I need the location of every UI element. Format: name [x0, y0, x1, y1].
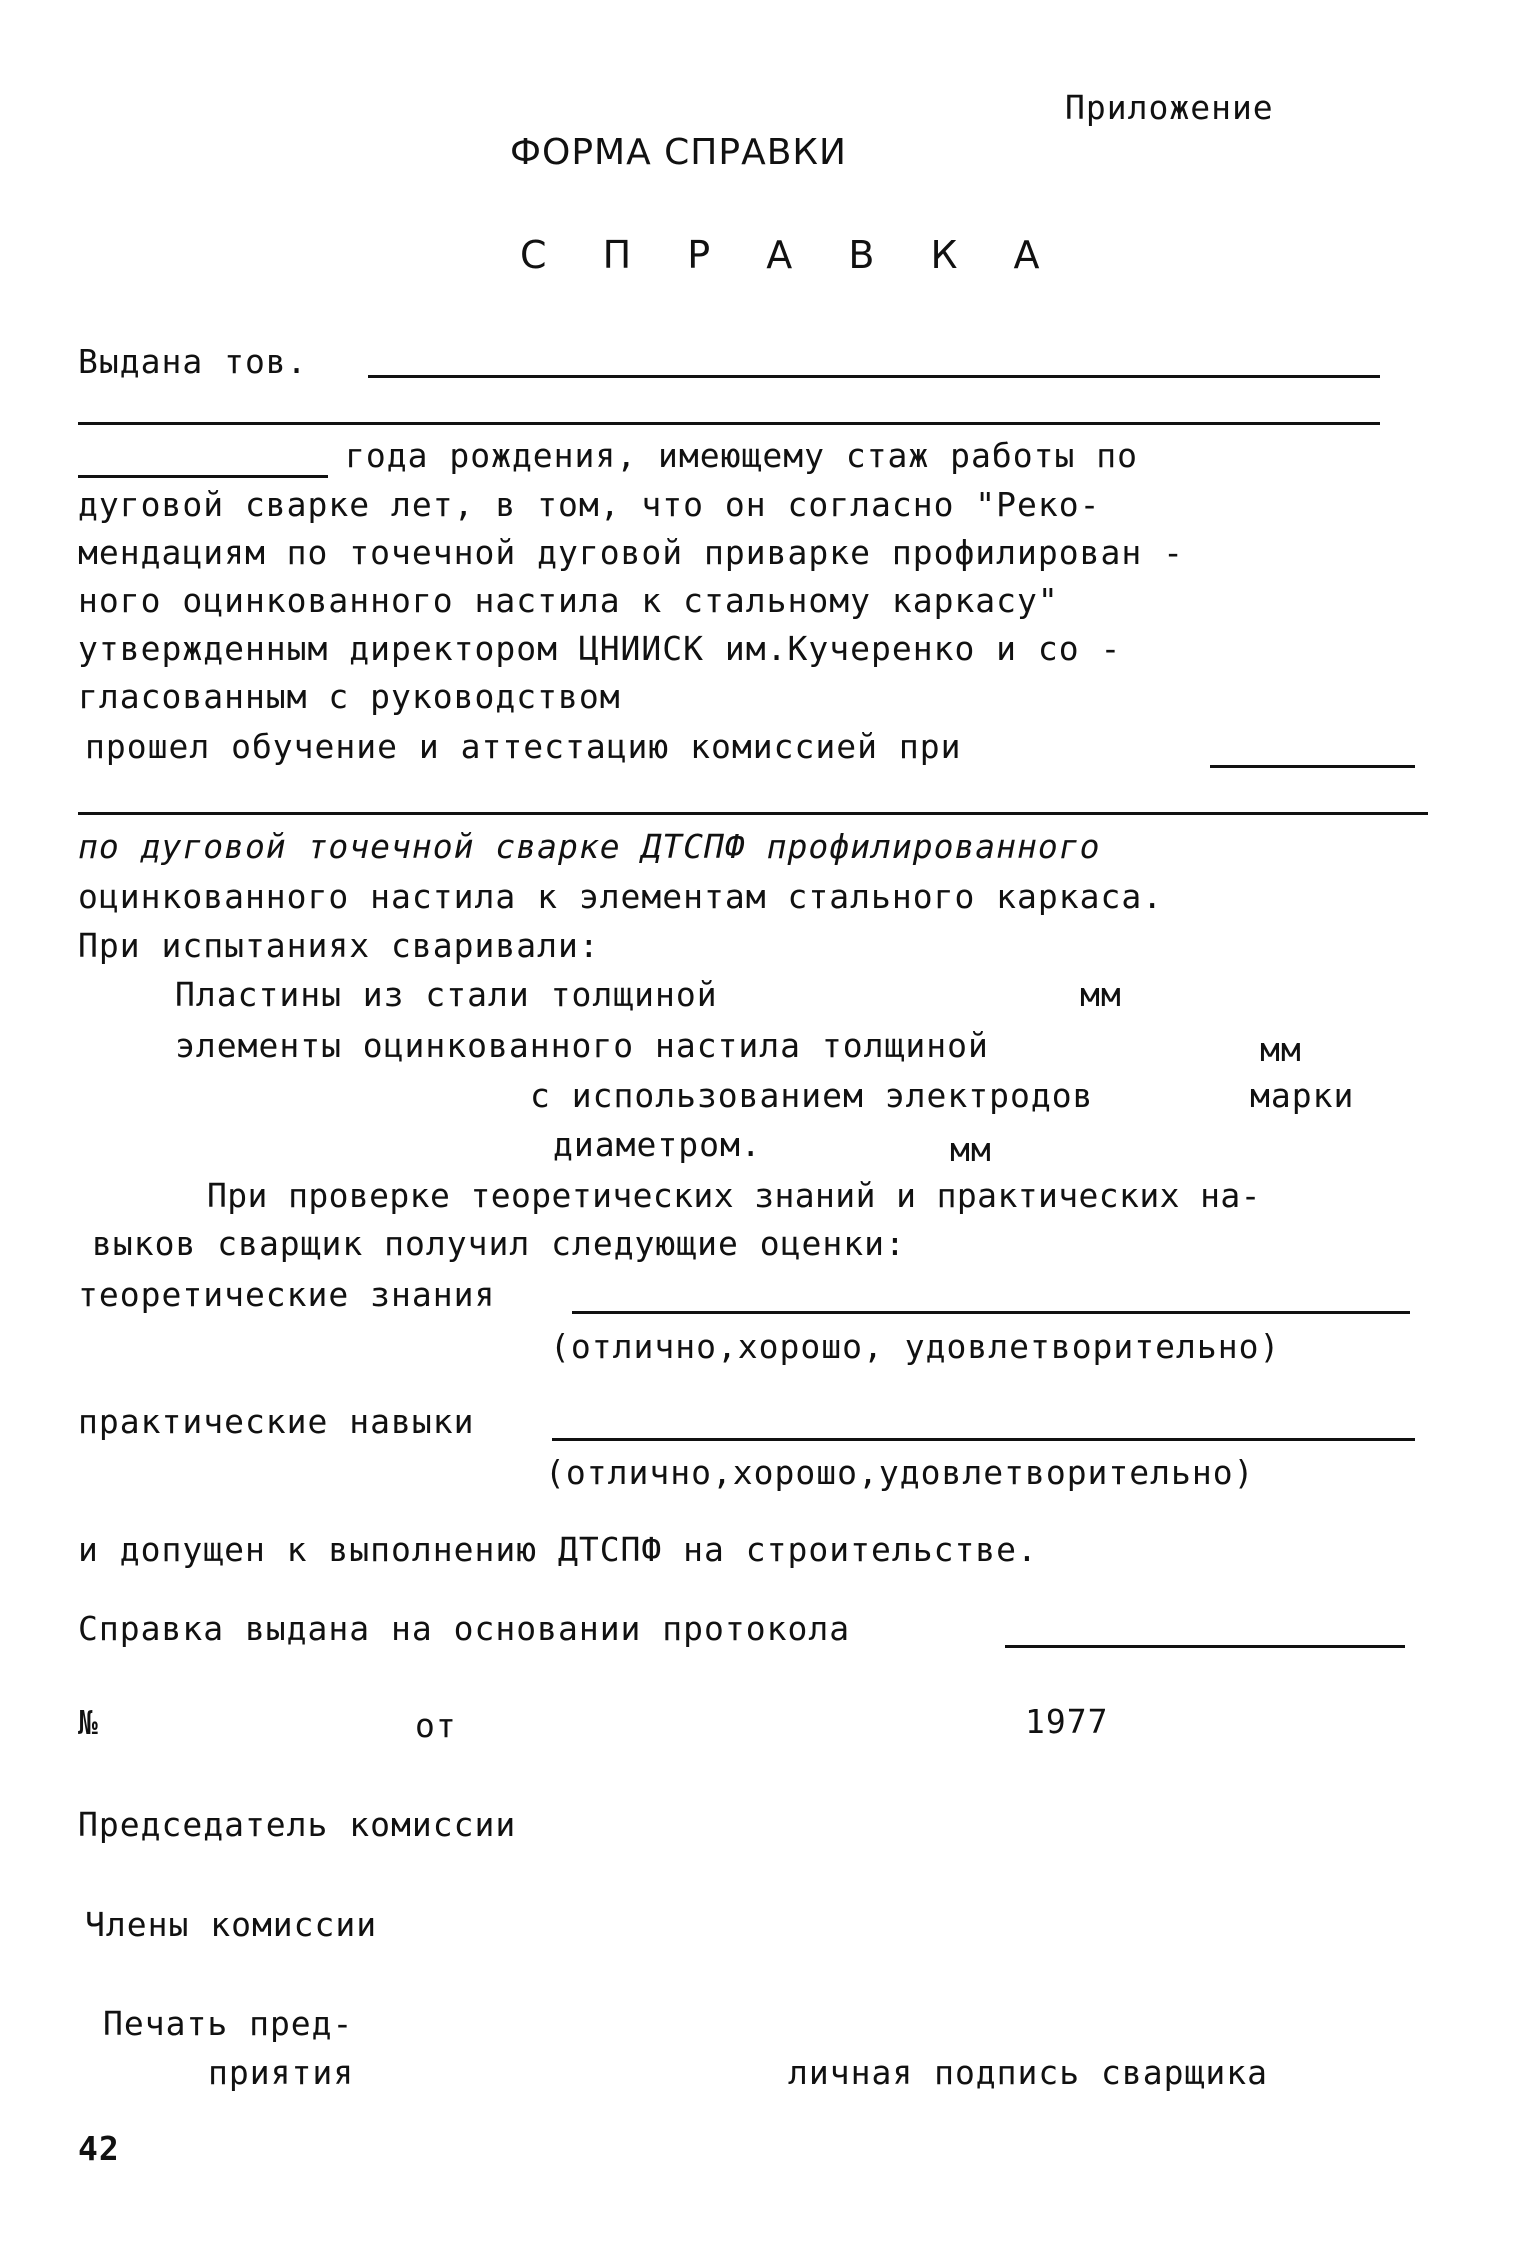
plates-thickness-label: Пластины из стали толщиной — [175, 975, 718, 1014]
members-label: Члены комиссии — [85, 1905, 378, 1944]
birth-year-line — [78, 475, 328, 478]
appendix-label: Приложение — [1065, 88, 1274, 127]
commission-org-line-1 — [1210, 765, 1415, 768]
practice-grade-line — [552, 1438, 1415, 1441]
recommendations-line: мендациям по точечной дуговой приварке профилирован - — [78, 533, 1184, 572]
electrodes-label: с использованием электродов — [530, 1076, 1094, 1115]
theory-grade-label: теоретические знания — [78, 1275, 496, 1314]
theory-grade-options: (отлично,хорошо, удовлетворительно) — [550, 1327, 1281, 1366]
knowledge-check-line-2: выков сварщик получил следующие оценки: — [92, 1224, 906, 1263]
issued-to-line — [368, 375, 1380, 378]
approved-line: утвержденным директором ЦНИИСК им.Кучеренко и со - — [78, 629, 1122, 668]
plates-thickness-unit: мм — [1080, 975, 1122, 1014]
page-number: 42 — [78, 2129, 120, 2168]
practice-grade-label: практические навыки — [78, 1402, 475, 1441]
issued-to-label: Выдана тов. — [78, 342, 308, 381]
document-title: С П Р А В К А — [520, 233, 1062, 277]
knowledge-check-line-1: При проверке теоретических знаний и практических на- — [207, 1176, 1261, 1215]
diameter-unit: мм — [950, 1130, 992, 1169]
stamp-label-line-2: приятия — [208, 2053, 355, 2092]
diameter-label: диаметром. — [553, 1125, 762, 1164]
decking-elements-line: оцинкованного настила к элементам стального каркаса. — [78, 877, 1164, 916]
stamp-label-line-1: Печать пред- — [103, 2004, 354, 2043]
decking-line: ного оцинкованного настила к стальному каркасу" — [78, 581, 1059, 620]
form-title: ФОРМА СПРАВКИ — [510, 132, 847, 173]
tests-heading: При испытаниях сваривали: — [78, 926, 600, 965]
electrodes-brand-label: марки — [1250, 1076, 1355, 1115]
deck-thickness-unit: мм — [1260, 1030, 1302, 1069]
practice-grade-options: (отлично,хорошо,удовлетворительно) — [545, 1453, 1255, 1492]
welding-type-line: по дуговой точечной сварке ДТСПФ профилированного — [78, 827, 1101, 866]
protocol-year: 1977 — [1025, 1702, 1109, 1741]
commission-org-line-2 — [78, 812, 1428, 815]
protocol-number-label: № — [78, 1703, 99, 1742]
protocol-date-label: от — [415, 1706, 457, 1745]
chairman-label: Председатель комиссии — [78, 1805, 517, 1844]
agreed-line: гласованным с руководством — [78, 677, 621, 716]
theory-grade-line — [572, 1311, 1410, 1314]
protocol-label: Справка выдана на основании протокола — [78, 1609, 851, 1648]
admission-statement: и допущен к выполнению ДТСПФ на строительстве. — [78, 1530, 1038, 1569]
training-line: прошел обучение и аттестацию комиссией при — [85, 727, 962, 766]
welder-signature-label: личная подпись сварщика — [788, 2053, 1268, 2092]
deck-thickness-label: элементы оцинкованного настила толщиной — [175, 1026, 989, 1065]
name-line — [78, 422, 1380, 425]
birth-line-text: года рождения, имеющему стаж работы по — [345, 436, 1138, 475]
protocol-line — [1005, 1645, 1405, 1648]
experience-line: дуговой сварке лет, в том, что он согласно "Реко- — [78, 485, 1101, 524]
